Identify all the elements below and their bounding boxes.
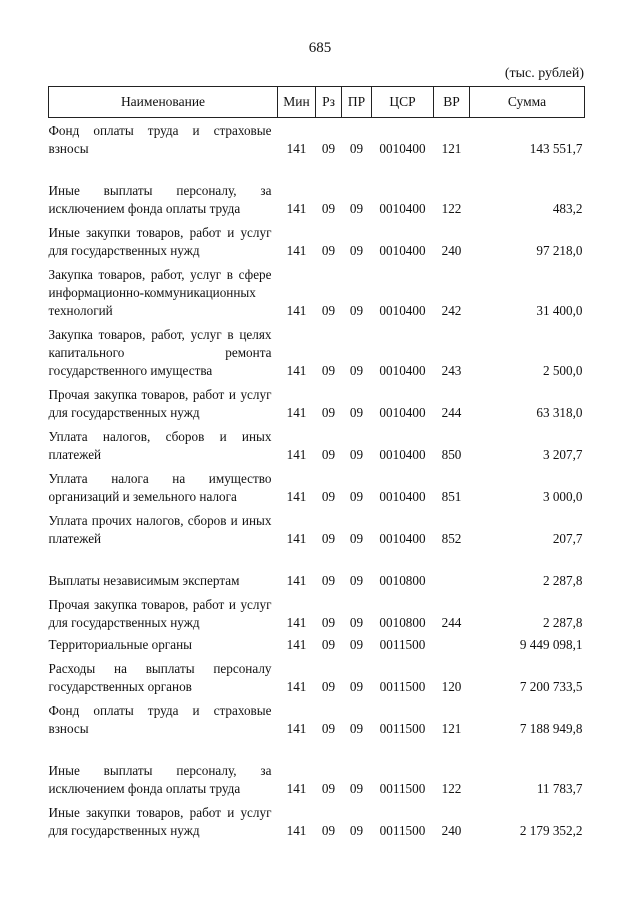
cell-pr: 09 xyxy=(349,679,364,694)
cell-vr: 240 xyxy=(441,823,462,838)
cell-rz: 09 xyxy=(321,447,336,462)
cell-sum: 31 400,0 xyxy=(536,303,583,318)
cell-min: 141 xyxy=(286,447,307,462)
cell-rz: 09 xyxy=(321,573,336,588)
cell-min: 141 xyxy=(286,679,307,694)
cell-name: Расходы на выплаты персоналу государственных органов xyxy=(48,661,272,694)
cell-min: 141 xyxy=(286,573,307,588)
cell-min: 141 xyxy=(286,243,307,258)
cell-rz: 09 xyxy=(321,531,336,546)
cell-sum: 2 287,8 xyxy=(542,573,583,588)
table-row xyxy=(49,428,585,464)
cell-sum: 207,7 xyxy=(552,531,583,546)
table-row xyxy=(49,596,585,632)
cell-vr: 122 xyxy=(441,201,462,216)
cell-sum: 7 188 949,8 xyxy=(519,721,583,736)
cell-vr: 121 xyxy=(441,721,462,736)
cell-name: Территориальные органы xyxy=(48,637,192,652)
cell-rz: 09 xyxy=(321,823,336,838)
cell-csr: 0010800 xyxy=(379,573,426,588)
cell-min: 141 xyxy=(286,781,307,796)
table-row xyxy=(49,164,585,218)
cell-min: 141 xyxy=(286,721,307,736)
cell-min: 141 xyxy=(286,141,307,156)
cell-rz: 09 xyxy=(321,637,336,652)
cell-name: Уплата налогов, сборов и иных платежей xyxy=(48,429,272,462)
cell-csr: 0010400 xyxy=(379,447,426,462)
cell-sum: 11 783,7 xyxy=(536,781,583,796)
cell-rz: 09 xyxy=(321,405,336,420)
cell-name: Закупка товаров, работ, услуг в целях капитального ремонта государственного имущества xyxy=(48,327,272,378)
cell-csr: 0010400 xyxy=(379,243,426,258)
cell-csr: 0011500 xyxy=(379,679,426,694)
cell-sum: 9 449 098,1 xyxy=(519,637,583,652)
cell-vr: 850 xyxy=(441,447,462,462)
table-row xyxy=(49,266,585,320)
table-row xyxy=(49,386,585,422)
cell-csr: 0010400 xyxy=(379,489,426,504)
table-row xyxy=(49,702,585,738)
cell-name: Иные выплаты персоналу, за исключением фонда оплаты труда xyxy=(48,763,272,796)
cell-csr: 0010400 xyxy=(379,141,426,156)
cell-name: Закупка товаров, работ, услуг в сфере информационно-коммуникационных технологий xyxy=(48,267,272,318)
cell-pr: 09 xyxy=(349,823,364,838)
table-body xyxy=(49,118,585,841)
table-row xyxy=(49,636,585,654)
header-rz: Рз xyxy=(316,87,342,118)
cell-pr: 09 xyxy=(349,489,364,504)
cell-rz: 09 xyxy=(321,615,336,630)
cell-pr: 09 xyxy=(349,573,364,588)
cell-min: 141 xyxy=(286,303,307,318)
cell-vr: 243 xyxy=(441,363,462,378)
cell-min: 141 xyxy=(286,531,307,546)
cell-csr: 0011500 xyxy=(379,823,426,838)
cell-csr: 0010800 xyxy=(379,615,426,630)
table-row xyxy=(49,660,585,696)
cell-sum: 2 179 352,2 xyxy=(519,823,583,838)
header-vr: ВР xyxy=(434,87,470,118)
cell-sum: 2 287,8 xyxy=(542,615,583,630)
table-row xyxy=(49,744,585,798)
cell-min: 141 xyxy=(286,615,307,630)
cell-pr: 09 xyxy=(349,141,364,156)
cell-min: 141 xyxy=(286,363,307,378)
cell-csr: 0010400 xyxy=(379,405,426,420)
cell-name: Уплата налога на имущество организаций и земельного налога xyxy=(48,471,272,504)
cell-pr: 09 xyxy=(349,405,364,420)
cell-vr: 122 xyxy=(441,781,462,796)
cell-sum: 483,2 xyxy=(552,201,583,216)
cell-sum: 63 318,0 xyxy=(536,405,583,420)
cell-csr: 0011500 xyxy=(379,637,426,652)
cell-rz: 09 xyxy=(321,489,336,504)
cell-pr: 09 xyxy=(349,201,364,216)
header-pr: ПР xyxy=(342,87,372,118)
cell-pr: 09 xyxy=(349,243,364,258)
units-note: (тыс. рублей) xyxy=(504,66,584,81)
cell-rz: 09 xyxy=(321,243,336,258)
cell-name: Фонд оплаты труда и страховые взносы xyxy=(48,123,272,156)
table-row xyxy=(49,804,585,840)
cell-rz: 09 xyxy=(321,363,336,378)
cell-vr: 120 xyxy=(441,679,462,694)
cell-rz: 09 xyxy=(321,679,336,694)
header-min: Мин xyxy=(278,87,316,118)
cell-vr xyxy=(434,636,470,654)
cell-pr: 09 xyxy=(349,615,364,630)
table-row xyxy=(49,122,585,158)
header-csr: ЦСР xyxy=(372,87,434,118)
cell-rz: 09 xyxy=(321,201,336,216)
cell-pr: 09 xyxy=(349,781,364,796)
cell-csr: 0010400 xyxy=(379,363,426,378)
cell-sum: 143 551,7 xyxy=(529,141,583,156)
cell-pr: 09 xyxy=(349,721,364,736)
cell-pr: 09 xyxy=(349,531,364,546)
cell-pr: 09 xyxy=(349,447,364,462)
cell-vr xyxy=(434,554,470,590)
header-sum: Сумма xyxy=(470,87,585,118)
cell-sum: 97 218,0 xyxy=(536,243,583,258)
table-row xyxy=(49,512,585,548)
cell-csr: 0011500 xyxy=(379,781,426,796)
budget-table xyxy=(48,86,585,840)
cell-sum: 7 200 733,5 xyxy=(519,679,583,694)
cell-csr: 0010400 xyxy=(379,303,426,318)
cell-rz: 09 xyxy=(321,781,336,796)
cell-vr: 242 xyxy=(441,303,462,318)
table-header-row xyxy=(49,87,585,118)
cell-pr: 09 xyxy=(349,303,364,318)
cell-sum: 3 207,7 xyxy=(542,447,583,462)
header-name: Наименование xyxy=(49,87,278,118)
cell-name: Иные закупки товаров, работ и услуг для государственных нужд xyxy=(48,805,272,838)
cell-name: Прочая закупка товаров, работ и услуг для государственных нужд xyxy=(48,597,272,630)
cell-name: Иные выплаты персоналу, за исключением фонда оплаты труда xyxy=(48,183,272,216)
cell-rz: 09 xyxy=(321,303,336,318)
cell-name: Выплаты независимым экспертам xyxy=(48,573,240,588)
cell-min: 141 xyxy=(286,201,307,216)
cell-vr: 244 xyxy=(441,615,462,630)
table-row xyxy=(49,224,585,260)
cell-min: 141 xyxy=(286,637,307,652)
cell-vr: 244 xyxy=(441,405,462,420)
cell-rz: 09 xyxy=(321,141,336,156)
cell-csr: 0010400 xyxy=(379,201,426,216)
cell-name: Прочая закупка товаров, работ и услуг для государственных нужд xyxy=(48,387,272,420)
cell-pr: 09 xyxy=(349,637,364,652)
cell-vr: 852 xyxy=(441,531,462,546)
cell-min: 141 xyxy=(286,823,307,838)
cell-pr: 09 xyxy=(349,363,364,378)
cell-vr: 121 xyxy=(441,141,462,156)
cell-csr: 0011500 xyxy=(379,721,426,736)
cell-sum: 3 000,0 xyxy=(542,489,583,504)
cell-sum: 2 500,0 xyxy=(542,363,583,378)
table-row xyxy=(49,470,585,506)
cell-min: 141 xyxy=(286,405,307,420)
cell-min: 141 xyxy=(286,489,307,504)
cell-csr: 0010400 xyxy=(379,531,426,546)
cell-vr: 240 xyxy=(441,243,462,258)
table-row xyxy=(49,326,585,380)
cell-rz: 09 xyxy=(321,721,336,736)
cell-name: Иные закупки товаров, работ и услуг для государственных нужд xyxy=(48,225,272,258)
cell-vr: 851 xyxy=(441,489,462,504)
table-row xyxy=(49,554,585,590)
page-number: 685 xyxy=(308,40,332,56)
cell-name: Уплата прочих налогов, сборов и иных платежей xyxy=(48,513,272,546)
cell-name: Фонд оплаты труда и страховые взносы xyxy=(48,703,272,736)
